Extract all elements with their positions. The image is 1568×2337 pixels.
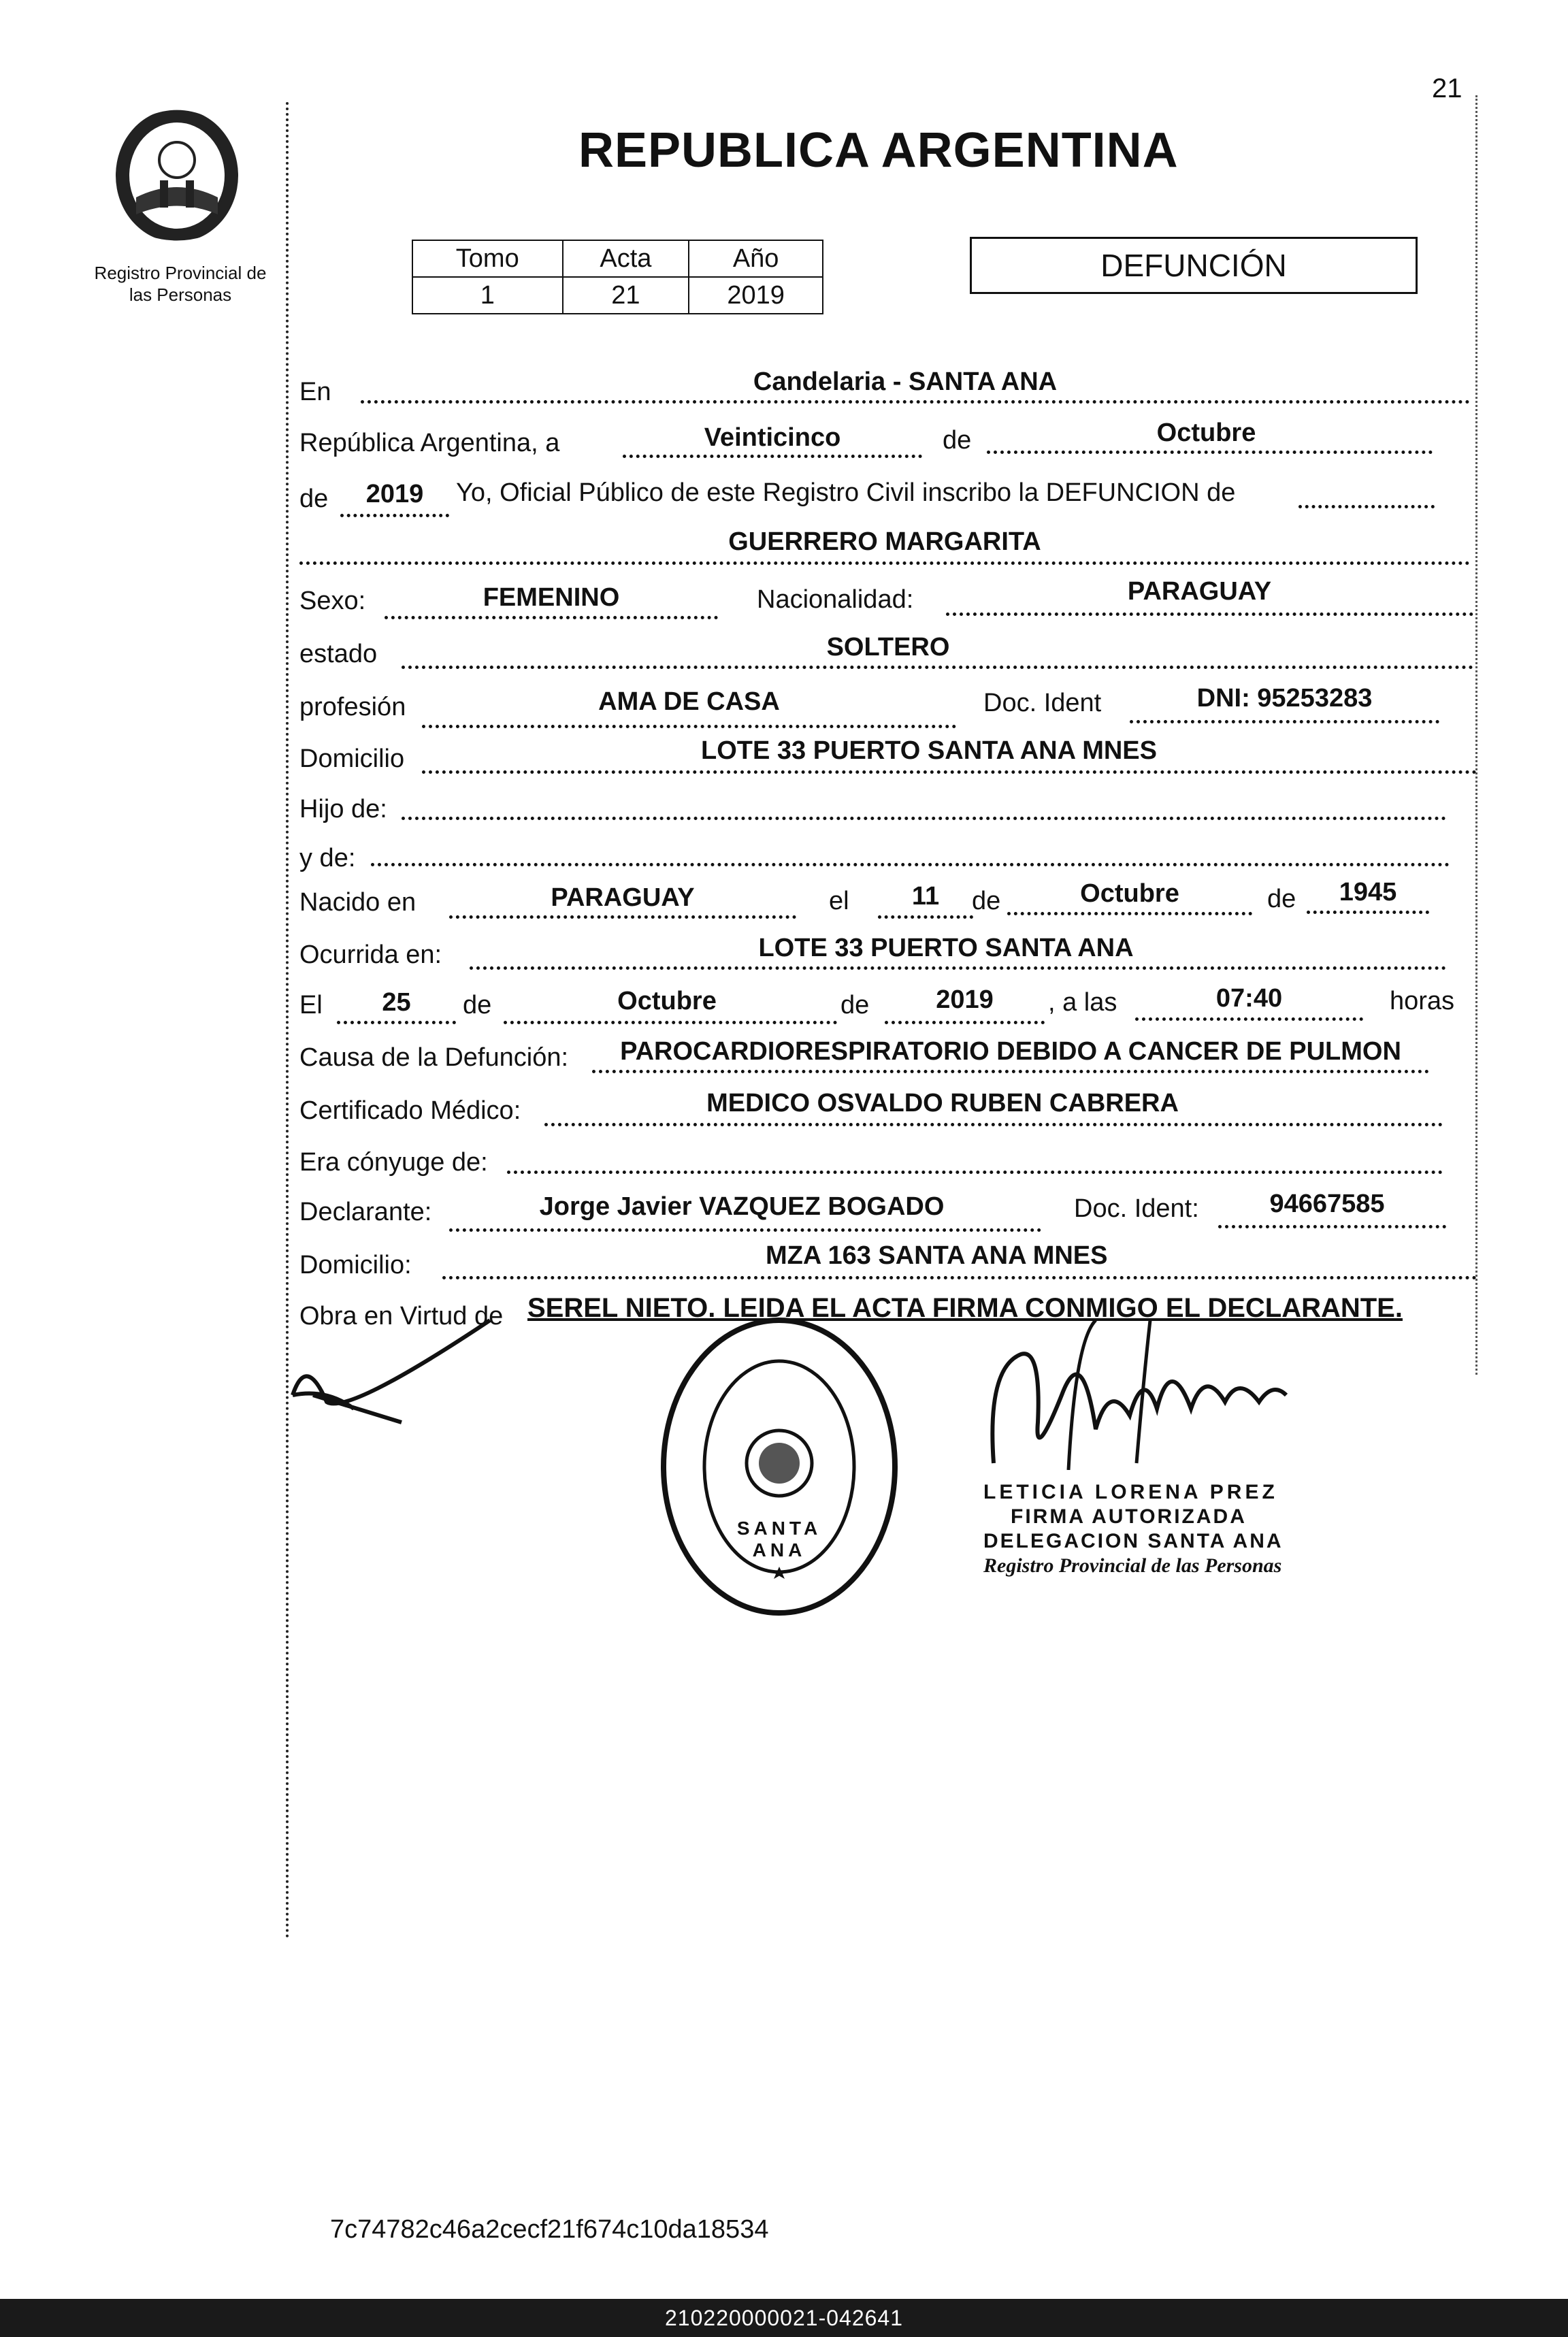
line-sexo bbox=[385, 616, 718, 619]
footer-code: 210220000021-042641 bbox=[665, 2305, 903, 2330]
label-de-2: de bbox=[299, 485, 329, 513]
field-declarante: Jorge Javier VAZQUEZ BOGADO bbox=[539, 1192, 945, 1221]
signature-line1: FIRMA AUTORIZADA bbox=[1011, 1505, 1247, 1528]
page-title: REPUBLICA ARGENTINA bbox=[578, 123, 1179, 178]
field-def-dia: 25 bbox=[382, 988, 411, 1017]
label-el-cap: El bbox=[299, 991, 323, 1019]
line-nac-anio bbox=[1307, 911, 1429, 914]
label-estado: estado bbox=[299, 640, 378, 668]
line-certificado bbox=[544, 1123, 1443, 1126]
record-header-tomo: Tomo bbox=[412, 240, 563, 277]
line-anio bbox=[340, 514, 449, 517]
label-republica: República Argentina, a bbox=[299, 429, 560, 457]
label-el: el bbox=[829, 887, 849, 915]
label-y-de: y de: bbox=[299, 844, 356, 872]
line-def-mes bbox=[504, 1021, 837, 1024]
signer-name: LETICIA LORENA PREZ bbox=[983, 1481, 1278, 1503]
province-shield-icon bbox=[102, 95, 252, 245]
field-ocurrida-en: LOTE 33 PUERTO SANTA ANA bbox=[758, 934, 1134, 962]
record-value-anio: 2019 bbox=[689, 277, 823, 314]
field-dni: DNI: 95253283 bbox=[1196, 684, 1373, 713]
field-domicilio: LOTE 33 PUERTO SANTA ANA MNES bbox=[701, 736, 1157, 765]
label-domicilio-2: Domicilio: bbox=[299, 1251, 412, 1279]
label-doc-ident-2: Doc. Ident: bbox=[1074, 1194, 1199, 1223]
signature-line3: Registro Provincial de las Personas bbox=[983, 1554, 1282, 1577]
label-de-3: de bbox=[972, 887, 1001, 915]
province-logo bbox=[102, 95, 252, 245]
line-conyuge bbox=[507, 1171, 1443, 1174]
footer-bar bbox=[0, 2299, 1568, 2337]
line-nombre bbox=[299, 561, 1470, 565]
field-sexo: FEMENINO bbox=[483, 583, 620, 612]
field-def-hora: 07:40 bbox=[1215, 984, 1283, 1013]
line-dni bbox=[1130, 720, 1439, 723]
line-declarante-doc bbox=[1218, 1225, 1446, 1228]
seal-emblem-icon bbox=[657, 1313, 902, 1620]
label-doc-ident: Doc. Ident bbox=[983, 689, 1102, 717]
line-ocurrida-en bbox=[470, 966, 1446, 970]
label-conyuge: Era cónyuge de: bbox=[299, 1148, 488, 1177]
line-mes bbox=[987, 451, 1433, 454]
line-declarante bbox=[449, 1228, 1041, 1232]
label-de-4: de bbox=[1267, 885, 1296, 913]
label-nacido-en: Nacido en bbox=[299, 888, 416, 917]
line-dia bbox=[623, 455, 922, 458]
label-declarante: Declarante: bbox=[299, 1198, 432, 1226]
label-certificado: Certificado Médico: bbox=[299, 1096, 521, 1125]
line-domicilio bbox=[422, 770, 1477, 774]
line-profesion bbox=[422, 725, 956, 728]
record-table bbox=[412, 240, 823, 314]
field-causa: PAROCARDIORESPIRATORIO DEBIDO A CANCER DE PULMON bbox=[620, 1037, 1401, 1066]
label-ocurrida-en: Ocurrida en: bbox=[299, 941, 442, 969]
label-sexo: Sexo: bbox=[299, 587, 366, 615]
line-nacido-en bbox=[449, 915, 796, 919]
line-nacionalidad bbox=[946, 612, 1473, 616]
field-profesion: AMA DE CASA bbox=[598, 687, 780, 716]
field-obra-texto: SEREL NIETO. LEIDA EL ACTA FIRMA CONMIGO EL DECLARANTE. bbox=[527, 1293, 1403, 1323]
field-declarante-doc: 94667585 bbox=[1269, 1190, 1385, 1218]
label-domicilio: Domicilio bbox=[299, 745, 405, 773]
record-type-box bbox=[970, 237, 1418, 294]
label-horas: horas bbox=[1390, 987, 1455, 1015]
line-def-hora bbox=[1135, 1017, 1363, 1021]
signature-handwritten-icon bbox=[973, 1313, 1300, 1470]
seal-inner-text: SANTA ANA bbox=[736, 1518, 822, 1560]
registry-line2: las Personas bbox=[129, 284, 232, 305]
label-nacionalidad: Nacionalidad: bbox=[757, 585, 914, 614]
field-dia-letras: Veinticinco bbox=[704, 423, 841, 452]
line-nac-mes bbox=[1007, 912, 1252, 915]
line-def-dia bbox=[337, 1021, 456, 1024]
registry-line1: Registro Provincial de bbox=[94, 263, 267, 283]
official-seal bbox=[657, 1313, 902, 1620]
label-de-6: de bbox=[840, 991, 870, 1019]
field-def-mes: Octubre bbox=[617, 987, 717, 1015]
line-def-anio bbox=[885, 1021, 1045, 1024]
right-margin-line bbox=[1475, 95, 1477, 1375]
field-nacionalidad: PARAGUAY bbox=[1127, 577, 1272, 606]
field-declarante-domicilio: MZA 163 SANTA ANA MNES bbox=[766, 1241, 1108, 1270]
label-profesion: profesión bbox=[299, 693, 406, 721]
label-obra: Obra en Virtud de bbox=[299, 1302, 504, 1330]
field-certificado: MEDICO OSVALDO RUBEN CABRERA bbox=[706, 1089, 1179, 1117]
field-mes: Octubre bbox=[1156, 419, 1256, 447]
field-nombre: GUERRERO MARGARITA bbox=[728, 527, 1041, 556]
label-yo-oficial: Yo, Oficial Público de este Registro Civil inscribo la DEFUNCION de bbox=[456, 478, 1236, 507]
field-nacido-en: PARAGUAY bbox=[551, 883, 695, 912]
label-a-las: , a las bbox=[1048, 988, 1117, 1017]
signature-line2: DELEGACION SANTA ANA bbox=[983, 1530, 1284, 1552]
line-oficial-tail bbox=[1298, 505, 1435, 508]
field-nac-mes: Octubre bbox=[1080, 879, 1179, 908]
registry-caption bbox=[68, 262, 293, 306]
field-def-anio: 2019 bbox=[936, 985, 994, 1014]
left-margin-line bbox=[286, 102, 289, 1940]
label-hijo-de: Hijo de: bbox=[299, 795, 387, 823]
record-type: DEFUNCIÓN bbox=[1100, 248, 1287, 283]
line-causa bbox=[592, 1070, 1429, 1073]
line-declarante-domicilio bbox=[442, 1276, 1477, 1279]
label-en: En bbox=[299, 378, 331, 406]
field-lugar: Candelaria - SANTA ANA bbox=[753, 367, 1058, 396]
line-nac-dia bbox=[878, 915, 973, 919]
record-value-tomo: 1 bbox=[412, 277, 563, 314]
field-nac-anio: 1945 bbox=[1339, 878, 1397, 906]
record-value-acta: 21 bbox=[563, 277, 689, 314]
record-header-anio: Año bbox=[689, 240, 823, 277]
line-hijo-de bbox=[402, 817, 1446, 820]
label-de-5: de bbox=[463, 991, 492, 1019]
label-causa: Causa de la Defunción: bbox=[299, 1043, 569, 1072]
record-header-acta: Acta bbox=[563, 240, 689, 277]
line-y-de bbox=[371, 863, 1450, 866]
field-anio: 2019 bbox=[365, 480, 424, 508]
label-de-1: de bbox=[943, 426, 972, 455]
line-estado bbox=[402, 666, 1473, 669]
field-estado: SOLTERO bbox=[826, 633, 950, 661]
page-number: 21 bbox=[1432, 73, 1463, 103]
document-hash: 7c74782c46a2cecf21f674c10da18534 bbox=[330, 2215, 769, 2244]
signature-block bbox=[983, 1480, 1284, 1578]
signature-scribble-icon bbox=[286, 1313, 504, 1436]
field-nac-dia: 11 bbox=[911, 882, 940, 911]
line-en bbox=[361, 400, 1470, 404]
